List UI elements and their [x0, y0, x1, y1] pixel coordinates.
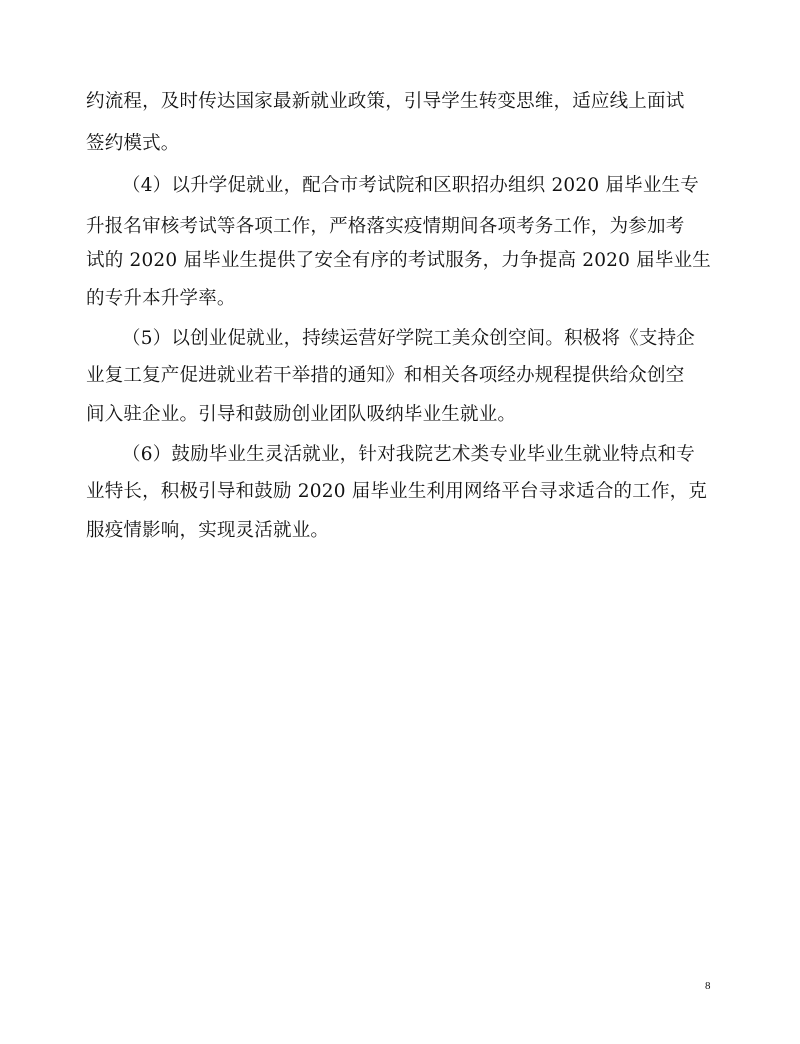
- text-line: 业复工复产促进就业若干举措的通知》和相关各项经办规程提供给众创空: [86, 365, 685, 386]
- text-line: 约流程，及时传达国家最新就业政策，引导学生转变思维，适应线上面试: [86, 91, 685, 112]
- text-line: 签约模式。: [86, 133, 180, 154]
- text-line: 试的 2020 届毕业生提供了安全有序的考试服务，力争提高 2020 届毕业生: [86, 250, 711, 271]
- text-line: 服疫情影响，实现灵活就业。: [86, 520, 330, 541]
- page-number: 8: [705, 980, 711, 992]
- text-line: 间入驻企业。引导和鼓励创业团队吸纳毕业生就业。: [86, 404, 517, 425]
- text-line: 业特长，积极引导和鼓励 2020 届毕业生利用网络平台寻求适合的工作，克: [86, 481, 708, 502]
- text-line: （4）以升学促就业，配合市考试院和区职招办组织 2020 届毕业生专: [122, 175, 699, 196]
- text-line: 的专升本升学率。: [86, 288, 236, 309]
- text-line: 升报名审核考试等各项工作，严格落实疫情期间各项考务工作，为参加考: [86, 216, 685, 237]
- text-line: （5）以创业促就业，持续运营好学院工美众创空间。积极将《支持企: [122, 328, 695, 349]
- text-line: （6）鼓励毕业生灵活就业，针对我院艺术类专业毕业生就业特点和专: [122, 444, 695, 465]
